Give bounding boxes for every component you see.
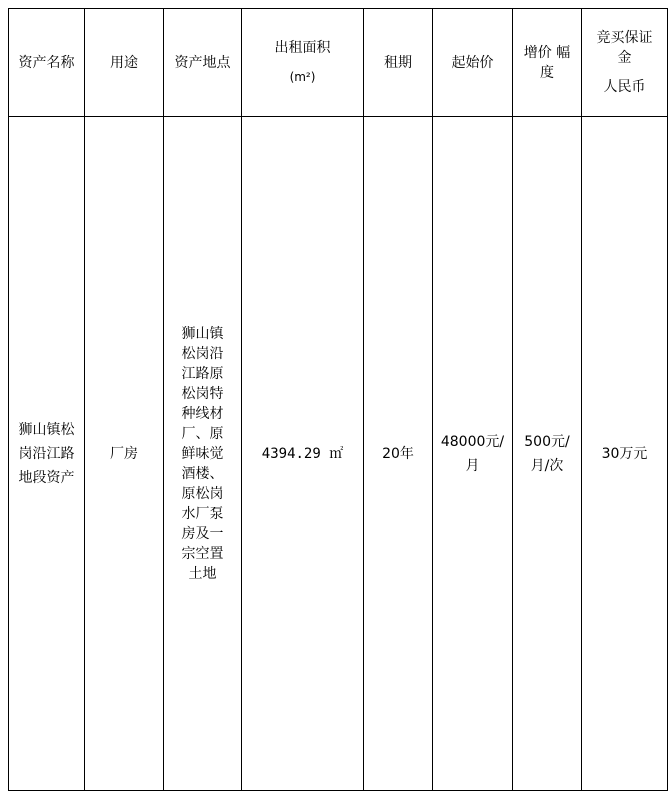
header-increment-line: 增价 幅 bbox=[523, 44, 571, 61]
header-deposit bbox=[582, 9, 668, 117]
cell-location-line: 鲜味觉 bbox=[181, 445, 224, 462]
cell-asset-name bbox=[9, 117, 85, 791]
cell-location-line: 狮山镇 bbox=[181, 325, 224, 342]
asset-table bbox=[8, 8, 668, 791]
cell-location-line: 江路原 bbox=[181, 365, 224, 382]
cell-location-line: 种线材 bbox=[181, 405, 224, 422]
header-rental-area bbox=[242, 9, 364, 117]
cell-location-line: 宗空置 bbox=[181, 545, 224, 562]
cell-increment bbox=[513, 117, 582, 791]
header-rental-area-title: 出租面积 bbox=[274, 40, 331, 56]
cell-location-line: 土地 bbox=[188, 565, 217, 582]
cell-increment-line: 月/次 bbox=[530, 457, 564, 474]
cell-use: 厂房 bbox=[85, 117, 164, 791]
table-row bbox=[9, 117, 668, 791]
header-increment-line: 度 bbox=[540, 64, 554, 81]
cell-location-line: 原松岗 bbox=[181, 485, 224, 502]
cell-start-price bbox=[433, 117, 513, 791]
header-asset-name: 资产名称 bbox=[9, 9, 85, 117]
cell-deposit: 30万元 bbox=[582, 117, 668, 791]
cell-asset-name-line: 地段资产 bbox=[18, 469, 75, 486]
header-location: 资产地点 bbox=[164, 9, 242, 117]
header-start-price: 起始价 bbox=[433, 9, 513, 117]
cell-rental-area: 4394.29 ㎡ bbox=[242, 117, 364, 791]
cell-location-line: 厂、原 bbox=[181, 425, 224, 442]
cell-location-line: 水厂泵 bbox=[181, 505, 224, 522]
header-row bbox=[9, 9, 668, 117]
cell-increment-line: 500元/ bbox=[524, 433, 570, 450]
cell-location-line: 松岗特 bbox=[181, 385, 224, 402]
cell-location bbox=[164, 117, 242, 791]
cell-term: 20年 bbox=[364, 117, 433, 791]
cell-location-line: 酒楼、 bbox=[181, 465, 224, 482]
header-deposit-line: 金 bbox=[617, 50, 632, 66]
cell-asset-name-line: 狮山镇松 bbox=[18, 421, 75, 438]
cell-start-price-line: 48000元/ bbox=[440, 433, 505, 450]
cell-asset-name-line: 岗沿江路 bbox=[18, 445, 75, 462]
header-deposit-line: 人民币 bbox=[603, 79, 646, 95]
header-use: 用途 bbox=[85, 9, 164, 117]
header-increment bbox=[513, 9, 582, 117]
header-term: 租期 bbox=[364, 9, 433, 117]
cell-location-line: 房及一 bbox=[181, 525, 224, 542]
header-deposit-line: 竞买保证 bbox=[596, 30, 653, 46]
cell-start-price-line: 月 bbox=[465, 457, 480, 474]
header-rental-area-unit: (m²) bbox=[289, 70, 316, 84]
cell-location-line: 松岗沿 bbox=[181, 345, 224, 362]
